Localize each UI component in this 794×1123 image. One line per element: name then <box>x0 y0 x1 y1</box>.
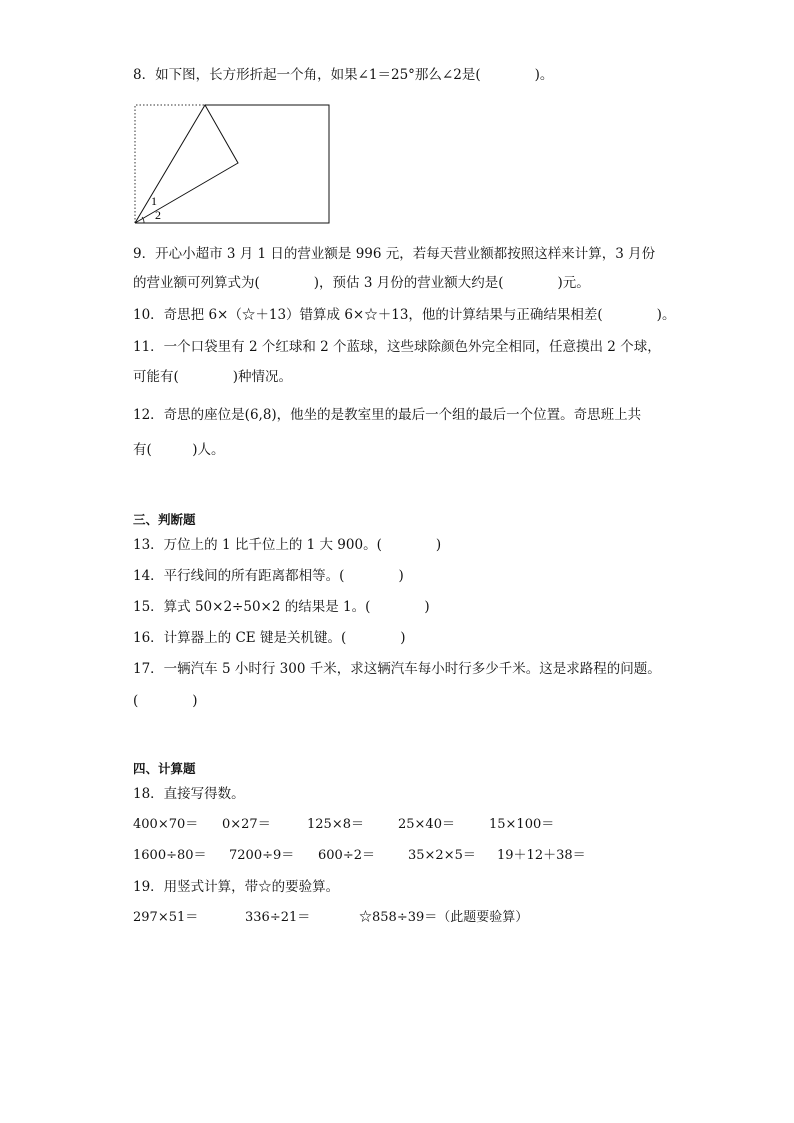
q18-item: 7200÷9＝ <box>229 848 295 863</box>
question-14: 14．平行线间的所有距离都相等。( ) <box>133 568 404 584</box>
folded-rectangle-figure <box>133 103 333 229</box>
question-12-line-1: 12．奇思的座位是(6,8)，他坐的是教室里的最后一个组的最后一个位置。奇思班上共 <box>133 407 642 423</box>
q18-item: 600÷2＝ <box>318 848 375 863</box>
q18-item: 1600÷80＝ <box>133 848 207 863</box>
q18-item: 400×70＝ <box>133 817 199 832</box>
question-16: 16．计算器上的 CE 键是关机键。( ) <box>133 630 406 646</box>
q18-item: 15×100＝ <box>489 817 555 832</box>
question-9-line-1: 9．开心小超市 3 月 1 日的营业额是 996 元，若每天营业额都按照这样来计算，3 月份 <box>133 246 656 262</box>
q19-item: ☆858÷39＝（此题要验算） <box>359 910 529 925</box>
question-11-line-2: 可能有( )种情况。 <box>133 369 293 385</box>
question-15: 15．算式 50×2÷50×2 的结果是 1。( ) <box>133 599 430 615</box>
question-12-line-2: 有( )人。 <box>133 442 225 458</box>
question-17-line-1: 17．一辆汽车 5 小时行 300 千米，求这辆汽车每小时行多少千米。这是求路程的问题。 <box>133 661 661 677</box>
question-19: 19．用竖式计算，带☆的要验算。 <box>133 879 340 895</box>
angle-label-2: 2 <box>155 208 161 222</box>
q19-item: 336÷21＝ <box>245 910 311 925</box>
question-8: 8．如下图，长方形折起一个角，如果∠1＝25°那么∠2是( )。 <box>133 67 554 83</box>
angle-label-1: 1 <box>151 194 157 208</box>
question-13: 13．万位上的 1 比千位上的 1 大 900。( ) <box>133 537 442 553</box>
q18-item: 25×40＝ <box>398 817 455 832</box>
q19-item: 297×51＝ <box>133 910 199 925</box>
q18-item: 35×2×5＝ <box>408 848 476 863</box>
section-4-title: 四、计算题 <box>133 761 196 776</box>
question-17-line-2: ( ) <box>133 693 198 709</box>
question-18: 18．直接写得数。 <box>133 786 245 802</box>
folded-rectangle-diagram <box>133 103 333 225</box>
q18-item: 125×8＝ <box>307 817 364 832</box>
section-3-title: 三、判断题 <box>133 512 196 527</box>
question-9-line-2: 的营业额可列算式为( )，预估 3 月份的营业额大约是( )元。 <box>133 275 590 291</box>
q18-item: 0×27＝ <box>222 817 271 832</box>
question-11-line-1: 11．一个口袋里有 2 个红球和 2 个蓝球，这些球除颜色外完全相同，任意摸出 2 个球， <box>133 339 661 355</box>
q18-item: 19＋12＋38＝ <box>497 848 586 863</box>
question-10: 10．奇思把 6×（☆＋13）错算成 6×☆＋13，他的计算结果与正确结果相差( )。 <box>133 307 676 323</box>
